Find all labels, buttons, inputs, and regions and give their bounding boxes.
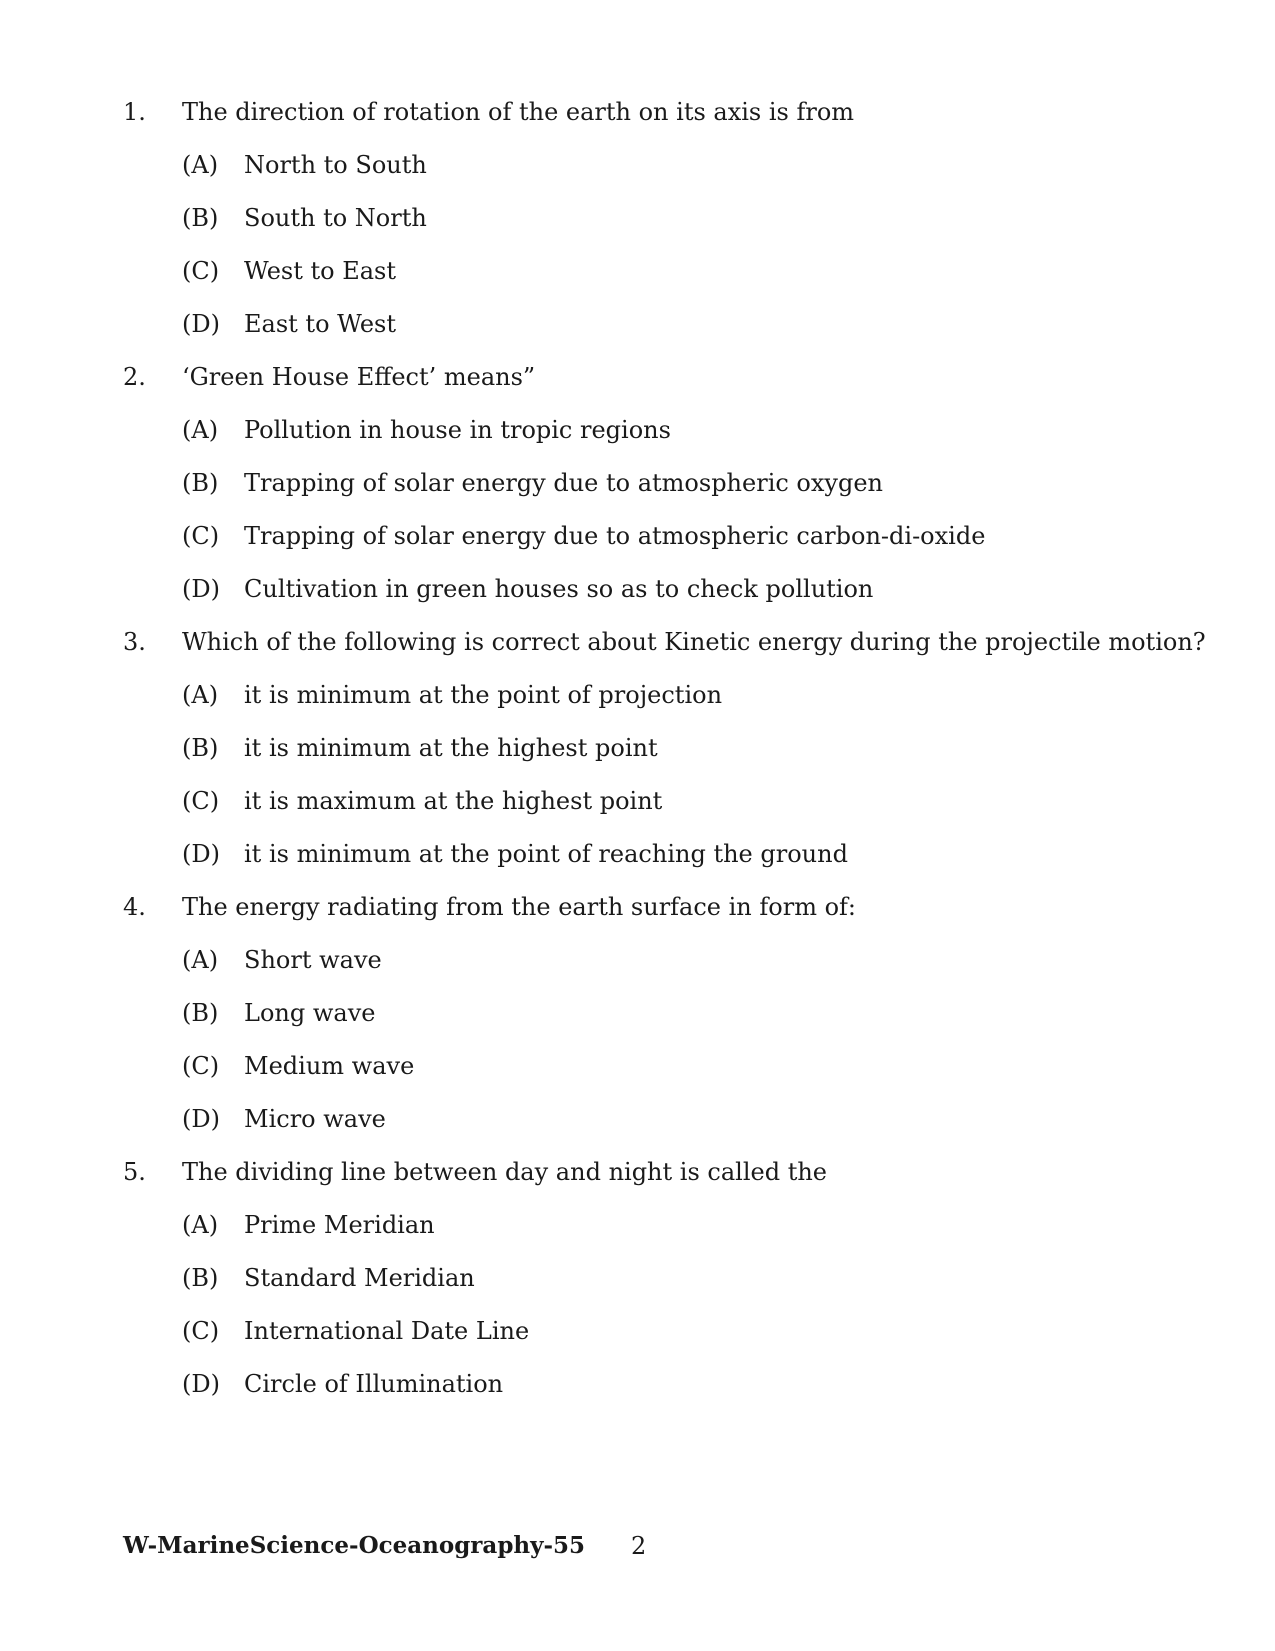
option-label: (A)	[182, 946, 219, 974]
option-text: Prime Meridian	[244, 1211, 435, 1239]
option-text: East to West	[244, 310, 397, 338]
option-text: Cultivation in green houses so as to check pollution	[244, 575, 874, 603]
question-number: 1.	[123, 98, 146, 126]
paper-code: W-MarineScience-Oceanography-55	[123, 1532, 586, 1559]
option-text: South to North	[244, 204, 427, 232]
question-text: The direction of rotation of the earth on its axis is from	[182, 98, 855, 126]
option-label: (D)	[182, 310, 220, 338]
option-label: (B)	[182, 734, 219, 762]
option-label: (D)	[182, 575, 220, 603]
option-label: (C)	[182, 1317, 220, 1345]
option-text: it is maximum at the highest point	[244, 787, 663, 815]
option-text: International Date Line	[244, 1317, 530, 1345]
option-text: it is minimum at the point of reaching the ground	[244, 840, 848, 868]
option-label: (A)	[182, 416, 219, 444]
option-text: Long wave	[244, 999, 376, 1027]
option-label: (B)	[182, 999, 219, 1027]
option-text: Circle of Illumination	[244, 1370, 504, 1398]
option-text: West to East	[244, 257, 397, 285]
question-number: 3.	[123, 628, 146, 656]
option-label: (D)	[182, 1370, 220, 1398]
option-label: (C)	[182, 257, 220, 285]
option-text: North to South	[244, 151, 427, 179]
option-text: Standard Meridian	[244, 1264, 475, 1292]
question-text: The energy radiating from the earth surface in form of:	[182, 893, 857, 921]
option-label: (C)	[182, 1052, 220, 1080]
option-label: (D)	[182, 840, 220, 868]
option-label: (B)	[182, 1264, 219, 1292]
option-text: it is minimum at the point of projection	[244, 681, 723, 709]
option-label: (A)	[182, 681, 219, 709]
option-text: Trapping of solar energy due to atmospheric carbon-di-oxide	[244, 522, 986, 550]
option-label: (C)	[182, 787, 220, 815]
option-text: it is minimum at the highest point	[244, 734, 658, 762]
option-text: Medium wave	[244, 1052, 415, 1080]
question-number: 2.	[123, 363, 146, 391]
question-text: Which of the following is correct about Kinetic energy during the projectile motion?	[182, 628, 1206, 656]
option-text: Pollution in house in tropic regions	[244, 416, 671, 444]
option-label: (D)	[182, 1105, 220, 1133]
question-number: 5.	[123, 1158, 146, 1186]
option-label: (A)	[182, 1211, 219, 1239]
option-text: Micro wave	[244, 1105, 386, 1133]
option-text: Trapping of solar energy due to atmospheric oxygen	[244, 469, 883, 497]
option-label: (B)	[182, 469, 219, 497]
option-text: Short wave	[244, 946, 382, 974]
page-number: 2	[631, 1532, 647, 1560]
question-text: ‘Green House Effect’ means”	[182, 363, 536, 391]
question-text: The dividing line between day and night is called the	[182, 1158, 828, 1186]
question-number: 4.	[123, 893, 146, 921]
option-label: (B)	[182, 204, 219, 232]
option-label: (A)	[182, 151, 219, 179]
option-label: (C)	[182, 522, 220, 550]
